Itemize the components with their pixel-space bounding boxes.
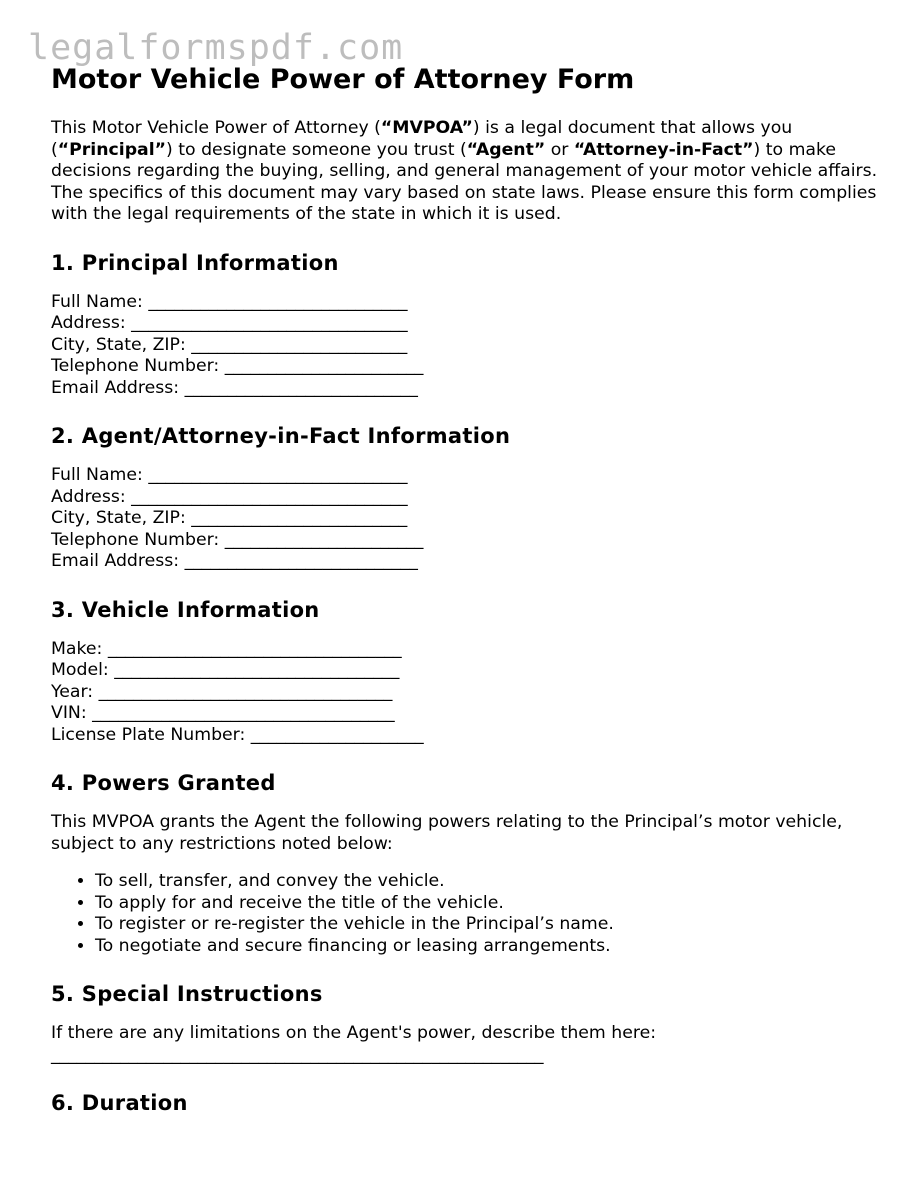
intro-paragraph	[51, 118, 881, 226]
section-heading-powers: 4. Powers Granted	[51, 771, 276, 795]
vehicle-fields	[51, 639, 881, 747]
section-heading-agent: 2. Agent/Attorney-in-Fact Information	[51, 424, 511, 448]
agent-telephone-field[interactable]: Telephone Number: _______________________	[51, 529, 424, 550]
vehicle-license-plate-field[interactable]: License Plate Number: ____________________	[51, 724, 424, 745]
term-principal: “Principal”	[57, 139, 167, 160]
section-heading-duration: 6. Duration	[51, 1091, 188, 1115]
intro-text-4: or	[545, 139, 574, 160]
vehicle-vin-field[interactable]: VIN: ___________________________________	[51, 703, 395, 723]
document-page	[51, 62, 881, 1118]
intro-text-3: ) to designate someone you trust (	[166, 139, 467, 160]
vehicle-model-field[interactable]: Model: _________________________________	[51, 660, 400, 680]
powers-paragraph: This MVPOA grants the Agent the following powers relating to the Principal’s motor vehicle, subject to any restrictions noted below:	[51, 812, 843, 854]
list-item: • To register or re-register the vehicle in the Principal’s name.	[95, 914, 881, 936]
principal-telephone-field[interactable]: Telephone Number: _______________________	[51, 356, 424, 376]
list-item: • To sell, transfer, and convey the vehicle.	[95, 871, 881, 893]
document-title: Motor Vehicle Power of Attorney Form	[51, 64, 635, 95]
watermark: legalformspdf.com	[28, 28, 404, 68]
agent-full-name-field[interactable]: Full Name: ______________________________	[51, 465, 408, 485]
list-item: • To apply for and receive the title of the vehicle.	[95, 893, 881, 915]
principal-address-field[interactable]: Address: ________________________________	[51, 313, 408, 333]
list-item: • To negotiate and secure financing or leasing arrangements.	[95, 936, 881, 958]
agent-email-field[interactable]: Email Address: ___________________________	[51, 551, 418, 571]
principal-email-field[interactable]: Email Address: ___________________________	[51, 377, 418, 398]
intro-text-2: ) is a legal document that allows you (	[51, 118, 793, 160]
agent-city-state-zip-field[interactable]: City, State, ZIP: _________________________	[51, 508, 408, 528]
vehicle-year-field[interactable]: Year: __________________________________	[51, 681, 393, 702]
principal-fields	[51, 292, 881, 400]
principal-full-name-field[interactable]: Full Name: ______________________________	[51, 291, 408, 312]
term-mvpoa: “MVPOA”	[380, 118, 473, 138]
agent-address-field[interactable]: Address: ________________________________	[51, 486, 408, 507]
term-attorney-in-fact: “Attorney-in-Fact”	[573, 139, 754, 160]
section-heading-special-instructions: 5. Special Instructions	[51, 982, 323, 1006]
agent-fields	[51, 465, 881, 573]
term-agent: “Agent”	[466, 139, 546, 160]
special-instructions-field[interactable]: _________________________________________________________	[51, 1044, 544, 1065]
intro-text-5: ) to make decisions regarding the buying, selling, and general management of your motor vehicle affairs. The specifics of this document may vary based on state laws. Please ensure this form complies with the legal requirements of the state in which it is used.	[51, 139, 878, 224]
principal-city-state-zip-field[interactable]: City, State, ZIP: _________________________	[51, 334, 408, 355]
intro-text-1: This Motor Vehicle Power of Attorney (	[51, 118, 381, 138]
special-instructions-paragraph: If there are any limitations on the Agent's power, describe them here:	[51, 1023, 657, 1043]
section-heading-vehicle: 3. Vehicle Information	[51, 597, 320, 622]
section-heading-principal: 1. Principal Information	[51, 250, 339, 275]
powers-list	[51, 871, 881, 957]
vehicle-make-field[interactable]: Make: __________________________________	[51, 638, 402, 659]
